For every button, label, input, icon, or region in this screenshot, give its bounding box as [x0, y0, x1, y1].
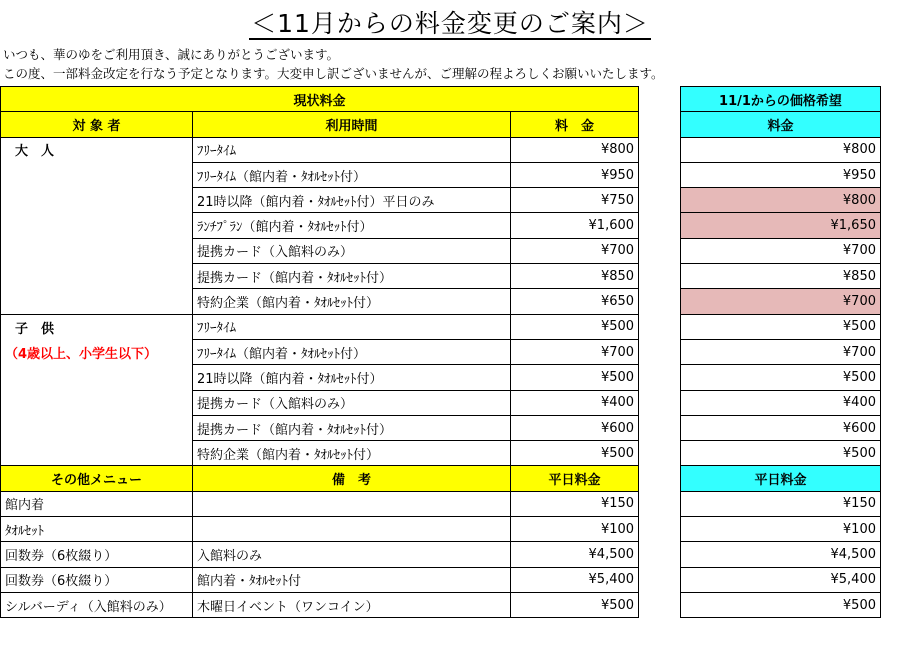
usage-time: ﾌﾘｰﾀｲﾑ（館内着・ﾀｵﾙｾｯﾄ付） [193, 162, 511, 187]
header-weekday-price: 平日料金 [511, 466, 639, 491]
header-note: 備 考 [193, 466, 511, 491]
other-header-row [1, 466, 639, 491]
table-row [1, 365, 639, 390]
category-cell [1, 365, 193, 390]
table-row [1, 264, 639, 289]
category-cell [1, 162, 193, 187]
table-row [681, 162, 881, 187]
usage-time: 提携カード（入館料のみ） [193, 238, 511, 263]
price-value: ¥650 [511, 289, 639, 314]
usage-time: 特約企業（館内着・ﾀｵﾙｾｯﾄ付） [193, 441, 511, 466]
price-value: ¥700 [511, 339, 639, 364]
category-adult: 大 人 [1, 137, 193, 162]
current-price-table [0, 86, 639, 618]
price-value: ¥850 [681, 264, 881, 289]
price-value: ¥500 [681, 314, 881, 339]
section-title-new: 11/1からの価格希望 [681, 87, 881, 112]
changed-price-value: ¥1,650 [681, 213, 881, 238]
menu-item: ﾀｵﾙｾｯﾄ [1, 517, 193, 542]
table-row [681, 592, 881, 617]
table-row [681, 289, 881, 314]
table-row [681, 238, 881, 263]
price-value: ¥700 [681, 238, 881, 263]
category-cell [1, 415, 193, 440]
price-value: ¥500 [511, 365, 639, 390]
table-row [681, 188, 881, 213]
table-row [1, 491, 639, 516]
price-value: ¥800 [681, 137, 881, 162]
table-row [681, 542, 881, 567]
table-row [1, 517, 639, 542]
changed-price-value: ¥800 [681, 188, 881, 213]
table-row [1, 542, 639, 567]
price-value: ¥500 [511, 441, 639, 466]
table-row [681, 365, 881, 390]
price-value: ¥600 [511, 415, 639, 440]
table-row [681, 264, 881, 289]
table-row [1, 339, 639, 364]
category-cell [1, 390, 193, 415]
table-row [1, 137, 639, 162]
header-new-price: 料金 [681, 112, 881, 137]
price-value: ¥150 [681, 491, 881, 516]
usage-time: 提携カード（館内着・ﾀｵﾙｾｯﾄ付） [193, 264, 511, 289]
category-cell [1, 238, 193, 263]
table-row [681, 213, 881, 238]
new-price-table [680, 86, 881, 618]
price-value: ¥950 [511, 162, 639, 187]
menu-item: 回数券（6枚綴り） [1, 567, 193, 592]
other-header-row [681, 466, 881, 491]
column-header-row [681, 112, 881, 137]
table-row [1, 289, 639, 314]
changed-price-value: ¥700 [681, 289, 881, 314]
menu-item: 回数券（6枚綴り） [1, 542, 193, 567]
category-cell [1, 264, 193, 289]
note-cell: 入館料のみ [193, 542, 511, 567]
category-cell [1, 441, 193, 466]
table-row [1, 592, 639, 617]
price-value: ¥400 [511, 390, 639, 415]
menu-item: 館内着 [1, 491, 193, 516]
usage-time: ﾗﾝﾁﾌﾟﾗﾝ（館内着・ﾀｵﾙｾｯﾄ付） [193, 213, 511, 238]
usage-time: 提携カード（入館料のみ） [193, 390, 511, 415]
intro-line-2: この度、一部料金改定を行なう予定となります。大変申し訳ございませんが、ご理解の程よろしくお願いいたします。 [3, 66, 664, 81]
price-value: ¥950 [681, 162, 881, 187]
price-value: ¥700 [681, 339, 881, 364]
category-cell [1, 188, 193, 213]
header-time: 利用時間 [193, 112, 511, 137]
note-cell [193, 517, 511, 542]
table-row [1, 188, 639, 213]
note-cell: 館内着・ﾀｵﾙｾｯﾄ付 [193, 567, 511, 592]
price-value: ¥500 [681, 441, 881, 466]
table-row [1, 314, 639, 339]
table-row [681, 415, 881, 440]
header-price: 料 金 [511, 112, 639, 137]
price-value: ¥700 [511, 238, 639, 263]
price-value: ¥4,500 [511, 542, 639, 567]
usage-time: 提携カード（館内着・ﾀｵﾙｾｯﾄ付） [193, 415, 511, 440]
table-row [681, 339, 881, 364]
category-cell [1, 289, 193, 314]
usage-time: ﾌﾘｰﾀｲﾑ [193, 137, 511, 162]
price-value: ¥500 [511, 592, 639, 617]
table-row [1, 162, 639, 187]
price-value: ¥400 [681, 390, 881, 415]
menu-item: シルバーディ（入館料のみ） [1, 592, 193, 617]
header-target: 対 象 者 [1, 112, 193, 137]
usage-time: 特約企業（館内着・ﾀｵﾙｾｯﾄ付） [193, 289, 511, 314]
price-value: ¥150 [511, 491, 639, 516]
table-row [681, 567, 881, 592]
price-value: ¥850 [511, 264, 639, 289]
price-value: ¥750 [511, 188, 639, 213]
table-row [1, 415, 639, 440]
table-row [681, 441, 881, 466]
price-value: ¥5,400 [511, 567, 639, 592]
category-cell [1, 213, 193, 238]
header-other-menu: その他メニュー [1, 466, 193, 491]
note-cell: 木曜日イベント（ワンコイン） [193, 592, 511, 617]
price-value: ¥4,500 [681, 542, 881, 567]
header-new-weekday-price: 平日料金 [681, 466, 881, 491]
note-cell [193, 491, 511, 516]
table-row [681, 137, 881, 162]
price-value: ¥800 [511, 137, 639, 162]
price-value: ¥500 [681, 365, 881, 390]
table-row [1, 213, 639, 238]
price-value: ¥5,400 [681, 567, 881, 592]
category-child: 子 供 [1, 314, 193, 339]
table-row [1, 441, 639, 466]
column-header-row [1, 112, 639, 137]
section-header-row [1, 87, 639, 112]
price-value: ¥100 [681, 517, 881, 542]
section-title-current: 現状料金 [1, 87, 639, 112]
usage-time: 21時以降（館内着・ﾀｵﾙｾｯﾄ付） [193, 365, 511, 390]
intro-line-1: いつも、華のゆをご利用頂き、誠にありがとうございます。 [3, 47, 340, 62]
child-age-note: （4歳以上、小学生以下） [1, 339, 193, 364]
table-row [1, 567, 639, 592]
price-value: ¥100 [511, 517, 639, 542]
price-value: ¥500 [681, 592, 881, 617]
usage-time: ﾌﾘｰﾀｲﾑ（館内着・ﾀｵﾙｾｯﾄ付） [193, 339, 511, 364]
table-row [1, 238, 639, 263]
page-title: ＜11月からの料金変更のご案内＞ [251, 9, 649, 38]
table-row [681, 517, 881, 542]
table-row [681, 491, 881, 516]
table-row [1, 390, 639, 415]
price-value: ¥600 [681, 415, 881, 440]
price-value: ¥1,600 [511, 213, 639, 238]
table-row [681, 314, 881, 339]
usage-time: ﾌﾘｰﾀｲﾑ [193, 314, 511, 339]
section-header-row [681, 87, 881, 112]
usage-time: 21時以降（館内着・ﾀｵﾙｾｯﾄ付）平日のみ [193, 188, 511, 213]
price-value: ¥500 [511, 314, 639, 339]
table-row [681, 390, 881, 415]
